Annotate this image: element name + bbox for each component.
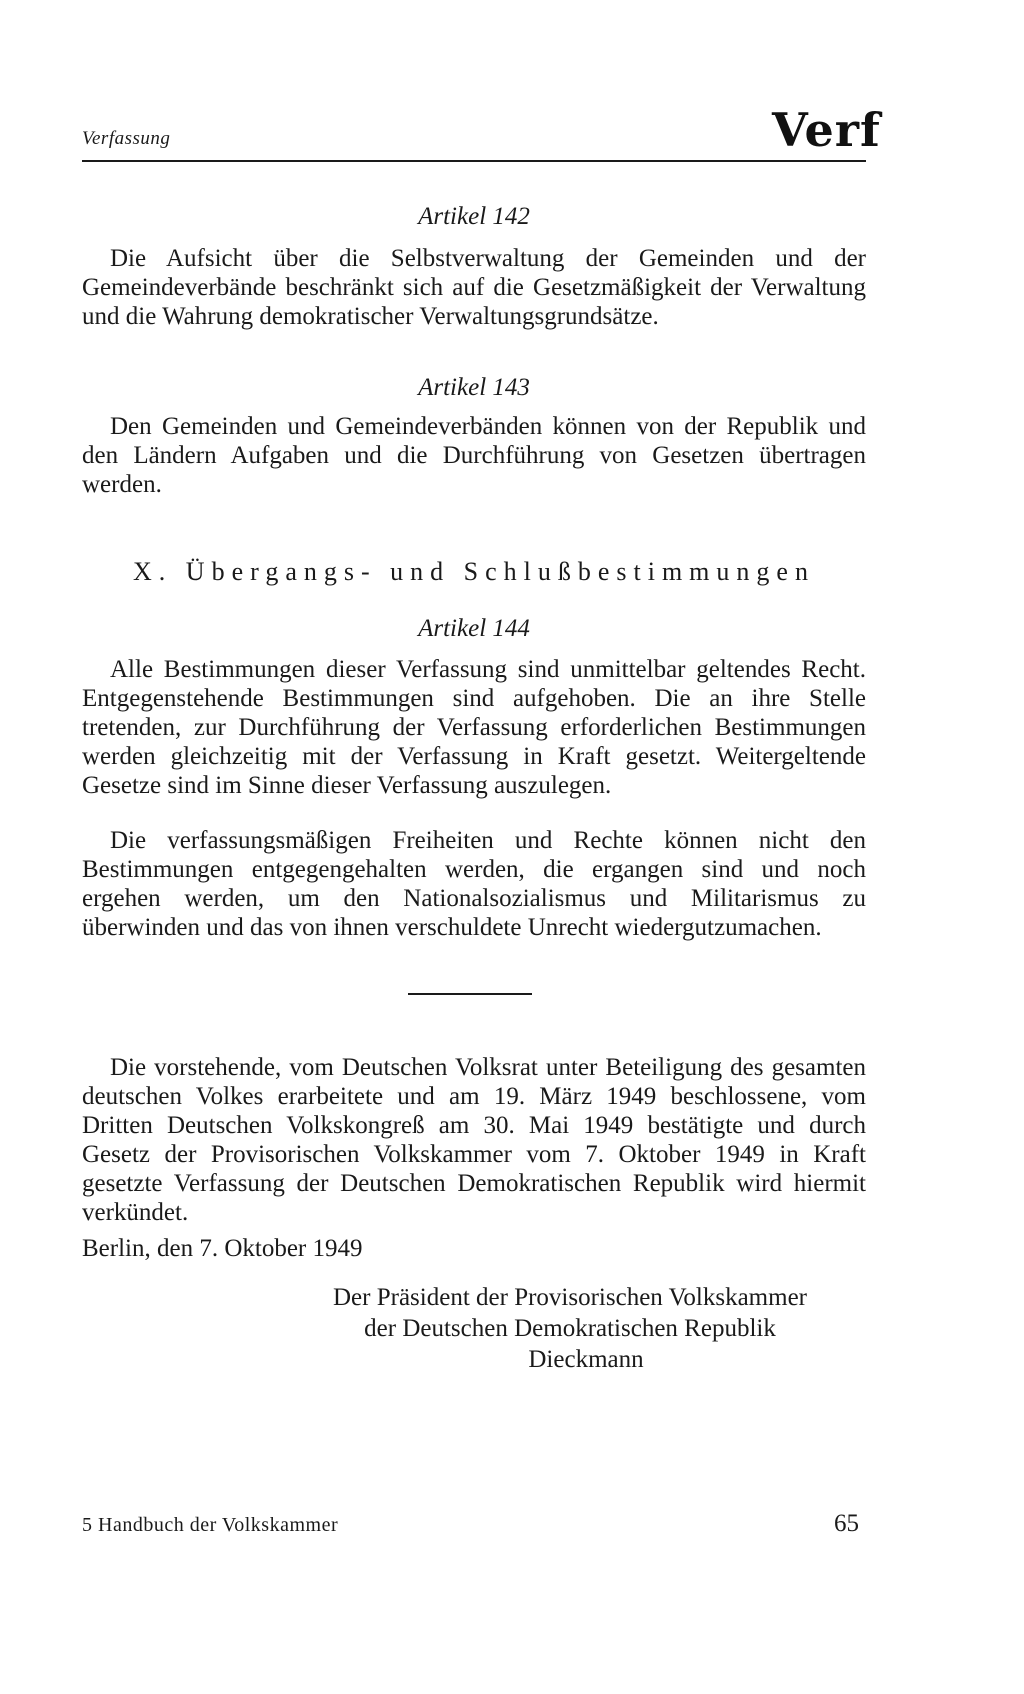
article-144-paragraph-1: Alle Bestimmungen dieser Verfassung sind unmittelbar geltendes Recht. Entgegenstehende Bestimmungen sind aufgehoben. Die an ihre Stelle tretenden, zur Durchführung der Verfassung erforderlichen Bestimmungen werden gleichzeitig mit der Verfassung in Kraft gesetzt. Weitergeltende Gesetze sind im Sinne dieser Verfassung auszulegen. (82, 656, 866, 799)
running-header-catchword: Verf (772, 103, 881, 157)
article-142-heading: Artikel 142 (418, 203, 530, 230)
header-rule (82, 160, 866, 162)
section-divider-rule (408, 993, 532, 995)
article-142-paragraph: Die Aufsicht über die Selbstverwaltung der Gemeinden und der Gemeindeverbände beschränkt sich auf die Gesetzmäßigkeit der Verwaltung und die Wahrung demokratischer Verwaltungsgrundsätze. (82, 245, 866, 330)
running-header-title: Verfassung (82, 128, 171, 149)
article-143-paragraph: Den Gemeinden und Gemeindeverbänden können von der Republik und den Ländern Aufgaben und die Durchführung von Gesetzen übertragen werden. (82, 413, 866, 498)
section-heading: X. Übergangs- und Schlußbestimmungen (133, 557, 815, 586)
footer-signature-mark: 5 Handbuch der Volkskammer (82, 1514, 339, 1536)
proclamation-paragraph: Die vorstehende, vom Deutschen Volksrat unter Beteiligung des gesamten deutschen Volkes erarbeitete und am 19. März 1949 beschlossene, vom Dritten Deutschen Volkskongreß am 30. Mai 1949 bestätigte und durch Gesetz der Provisorischen Volkskammer vom 7. Oktober 1949 in Kraft gesetzte Verfassung der Deutschen Demokratischen Republik wird hiermit verkündet. (82, 1054, 866, 1226)
signature-line-1: Der Präsident der Provisorischen Volkskammer (333, 1284, 807, 1311)
signatory-name: Dieckmann (528, 1346, 644, 1373)
article-143-heading: Artikel 143 (418, 374, 530, 401)
article-144-paragraph-2: Die verfassungsmäßigen Freiheiten und Rechte können nicht den Bestimmungen entgegengehalten werden, die ergangen sind und noch ergehen werden, um den Nationalsozialismus und Militarismus zu überwinden und das von ihnen verschuldete Unrecht wiedergutzumachen. (82, 827, 866, 941)
place-date-line: Berlin, den 7. Oktober 1949 (82, 1235, 363, 1262)
signature-block (270, 1282, 870, 1375)
page-number: 65 (834, 1510, 859, 1537)
signature-line-2: der Deutschen Demokratischen Republik (364, 1315, 776, 1342)
article-144-heading: Artikel 144 (418, 615, 530, 642)
